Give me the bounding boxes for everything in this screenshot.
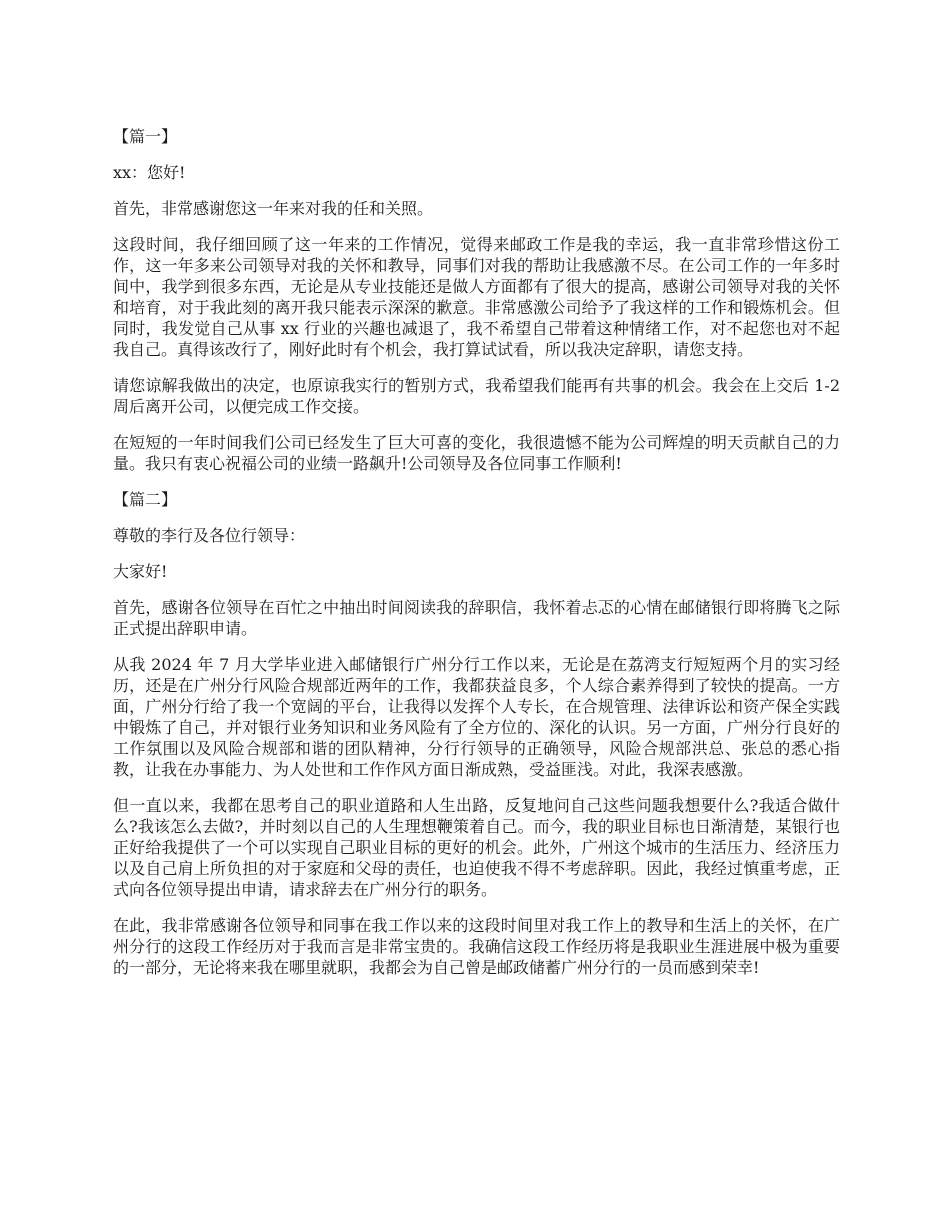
paragraph: 在短短的一年时间我们公司已经发生了巨大可喜的变化，我很遗憾不能为公司辉煌的明天贡献自己的力量。我只有衷心祝福公司的业绩一路飙升!公司领导及各位同事工作顺利! [113, 433, 840, 473]
section-heading-2: 【篇二】 [113, 490, 178, 509]
paragraph: 在此，我非常感谢各位领导和同事在我工作以来的这段时间里对我工作上的教导和生活上的关怀，在广州分行的这段工作经历对于我而言是非常宝贵的。我确信这段工作经历将是我职业生涯进展中极为重要的一部分，无论将来我在哪里就职，我都会为自己曾是邮政储蓄广州分行的一员而感到荣幸! [113, 916, 840, 977]
section-heading-1: 【篇一】 [113, 127, 178, 146]
greeting: 大家好! [113, 562, 168, 581]
paragraph: 但一直以来，我都在思考自己的职业道路和人生出路，反复地问自己这些问题我想要什么?我适合做什么?我该怎么去做?，并时刻以自己的人生理想鞭策着自己。而今，我的职业目标也日渐清楚，某银行也正好给我提供了一个可以实现自己职业目标的更好的机会。此外，广州这个城市的生活压力、经济压力以及自己肩上所负担的对于家庭和父母的责任，也迫使我不得不考虑辞职。因此，我经过慎重考虑，正式向各位领导提出申请，请求辞去在广州分行的职务。 [113, 796, 840, 899]
document-body [113, 126, 840, 993]
paragraph: 从我 2024 年 7 月大学毕业进入邮储银行广州分行工作以来，无论是在荔湾支行短短两个月的实习经历，还是在广州分行风险合规部近两年的工作，我都获益良多，个人综合素养得到了较快的提高。一方面，广州分行给了我一个宽阔的平台，让我得以发挥个人专长，在合规管理、法律诉讼和资产保全实践中锻炼了自己，并对银行业务知识和业务风险有了全方位的、深化的认识。另一方面，广州分行良好的工作氛围以及风险合规部和谐的团队精神，分行行领导的正确领导，风险合规部洪总、张总的悉心指教，让我在办事能力、为人处世和工作作风方面日渐成熟，受益匪浅。对此，我深表感激。 [113, 655, 840, 779]
salutation-1: xx：您好! [113, 163, 186, 182]
paragraph: 首先，感谢各位领导在百忙之中抽出时间阅读我的辞职信，我怀着忐忑的心情在邮储银行即将腾飞之际正式提出辞职申请。 [113, 598, 840, 638]
paragraph: 请您谅解我做出的决定，也原谅我实行的暂别方式，我希望我们能再有共事的机会。我会在上交后 1-2 周后离开公司，以便完成工作交接。 [113, 376, 840, 416]
paragraph: 这段时间，我仔细回顾了这一年来的工作情况，觉得来邮政工作是我的幸运，我一直非常珍惜这份工作，这一年多来公司领导对我的关怀和教导，同事们对我的帮助让我感激不尽。在公司工作的一年多时间中，我学到很多东西，无论是从专业技能还是做人方面都有了很大的提高，感谢公司领导对我的关怀和培育，对于我此刻的离开我只能表示深深的歉意。非常感激公司给予了我这样的工作和锻炼机会。但同时，我发觉自己从事 xx 行业的兴趣也减退了，我不希望自己带着这种情绪工作，对不起您也对不起我自己。真得该改行了，刚好此时有个机会，我打算试试看，所以我决定辞职，请您支持。 [113, 235, 840, 359]
paragraph: 首先，非常感谢您这一年来对我的任和关照。 [113, 199, 434, 218]
salutation-2: 尊敬的李行及各位行领导： [113, 526, 306, 545]
